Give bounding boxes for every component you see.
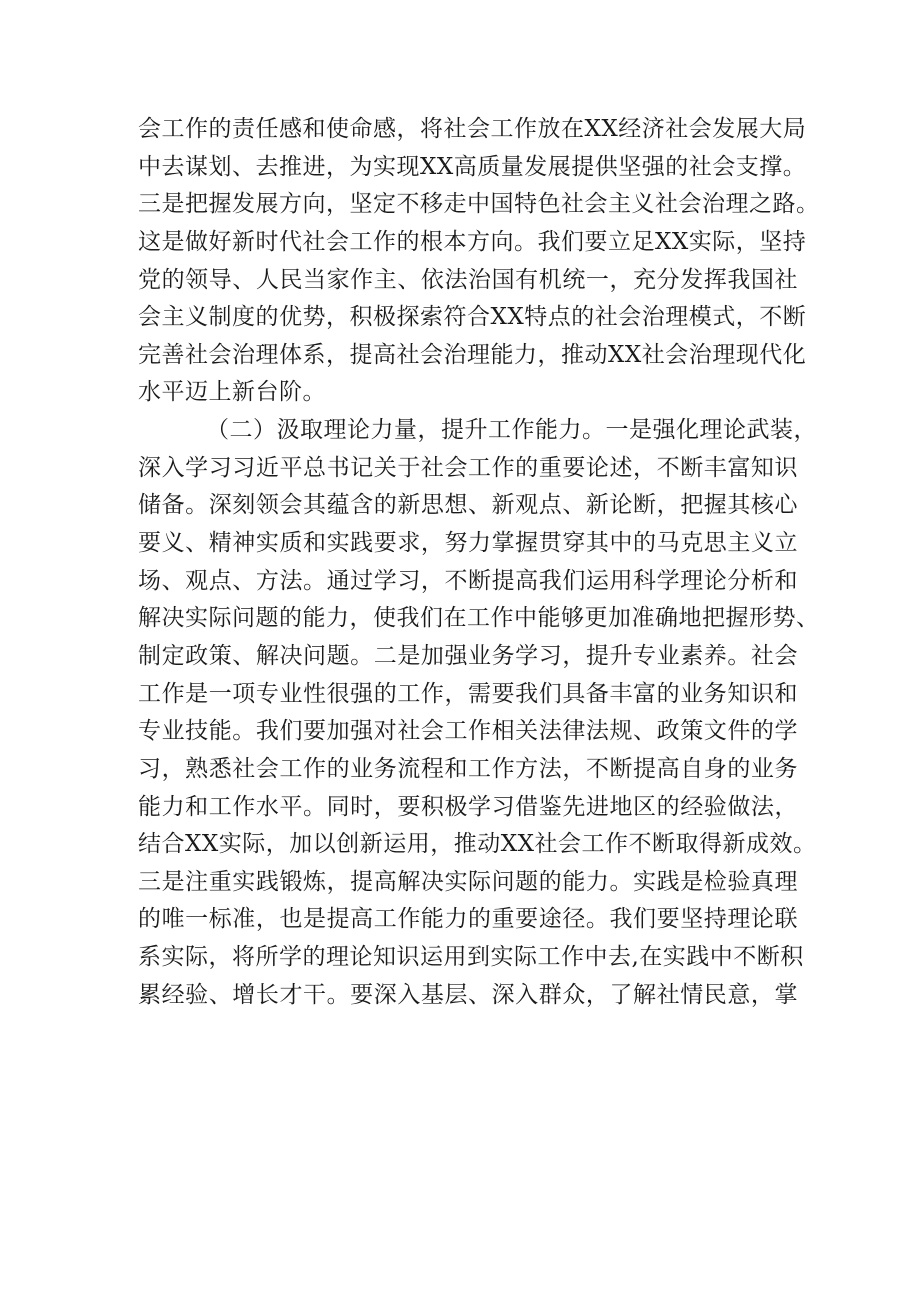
text-line: 中去谋划、去推进，为实现XX高质量发展提供坚强的社会支撑。 [138,153,807,180]
body-text [138,111,820,1014]
text-line: 工作是一项专业性很强的工作，需要我们具备丰富的业务知识和 [138,680,798,707]
text-line: 系实际，将所学的理论知识运用到实际工作中去,在实践中不断积 [138,944,804,971]
text-line: 制定政策、解决问题。二是加强业务学习，提升专业素养。社会 [138,642,798,669]
text-line: 三是把握发展方向，坚定不移走中国特色社会主义社会治理之路。 [138,191,820,218]
text-line: 的唯一标准，也是提高工作能力的重要途径。我们要坚持理论联 [138,906,798,933]
text-line: 储备。深刻领会其蕴含的新思想、新观点、新论断，把握其核心 [138,492,798,519]
text-line: 场、观点、方法。通过学习，不断提高我们运用科学理论分析和 [138,567,798,594]
text-line: 要义、精神实质和实践要求，努力掌握贯穿其中的马克思主义立 [138,530,798,557]
text-line: 会主义制度的优势，积极探索符合XX特点的社会治理模式，不断 [138,304,807,331]
text-line: 结合XX实际，加以创新运用，推动XX社会工作不断取得新成效。 [138,831,817,858]
text-line: 这是做好新时代社会工作的根本方向。我们要立足XX实际，坚持 [138,228,807,255]
text-line: 专业技能。我们要加强对社会工作相关法律法规、政策文件的学 [138,718,798,745]
text-line: 解决实际问题的能力，使我们在工作中能够更加准确地把握形势、 [138,605,820,632]
text-line: 习，熟悉社会工作的业务流程和工作方法，不断提高自身的业务 [138,755,798,782]
text-line: 会工作的责任感和使命感，将社会工作放在XX经济社会发展大局 [138,116,807,142]
text-line: 水平迈上新台阶。 [138,379,326,406]
text-line: 累经验、增长才干。要深入基层、深入群众，了解社情民意，掌 [138,981,798,1008]
text-line: 完善社会治理体系，提高社会治理能力，推动XX社会治理现代化 [138,341,807,368]
text-line: 深入学习习近平总书记关于社会工作的重要论述，不断丰富知识 [138,454,798,481]
text-line: 党的领导、人民当家作主、依法治国有机统一，充分发挥我国社 [138,266,798,293]
text-line: 三是注重实践锻炼，提高解决实际问题的能力。实践是检验真理 [138,868,798,895]
text-line: 能力和工作水平。同时，要积极学习借鉴先进地区的经验做法， [138,793,798,820]
section-heading-line: （二）汲取理论力量，提升工作能力。一是强化理论武装， [206,417,817,444]
